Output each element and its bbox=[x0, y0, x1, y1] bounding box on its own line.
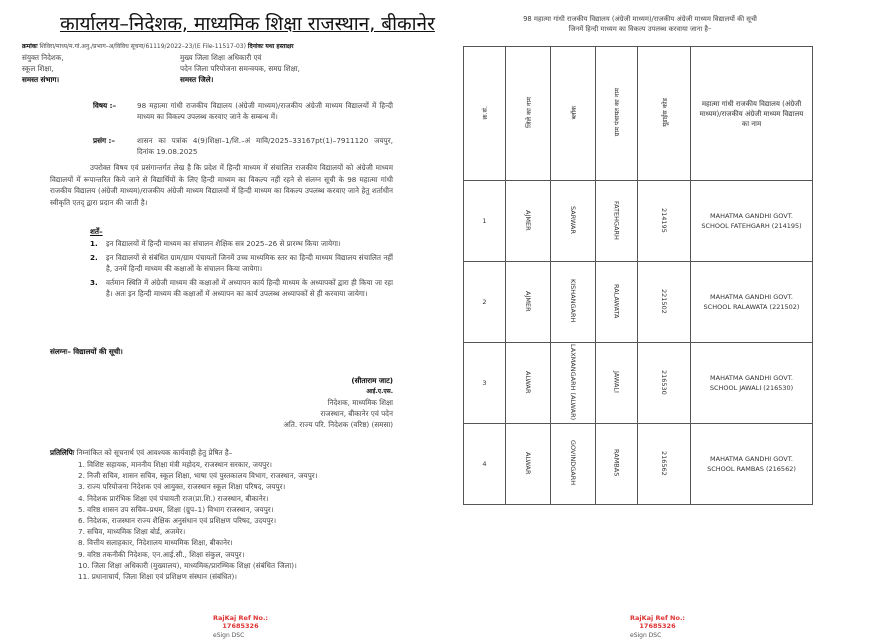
table-row bbox=[464, 262, 813, 343]
cell-udise-code: 221502 bbox=[660, 288, 668, 314]
condition-item: 3. वर्तमान स्थिति में अंग्रेजी माध्यम की कक्षाओं में अध्यापन कार्य हिन्दी माध्यम के अध्यापकों द्वारा ही किया जा रहा है। अतः इन हिन्दी माध्यम की कक्षाओं में अध्यापन का कार्य उपलब्ध अध्यापकों से ही करवाया जायेगा। bbox=[90, 278, 393, 298]
copy-item: 8. वित्तीय सलाहकार, निदेशालय माध्यमिक शिक्षा, बीकानेर। bbox=[78, 538, 233, 548]
cell-sno: 3 bbox=[464, 343, 506, 424]
reference-line: क्रमांकः शिविरा/माध्य/म.गां.अनु./प्रभाग–अ/विविध सूचना/61119/2022–23/(E File-11517-03) दिनांकः यथा हस्ताक्षर bbox=[22, 43, 294, 50]
reference-label: प्रसंग :– bbox=[93, 136, 115, 145]
cell-school-name: MAHATMA GANDHI GOVT. SCHOOL RAMBAS (216562) bbox=[691, 424, 813, 505]
cell-gram-panchayat: RALAWATA bbox=[612, 283, 621, 319]
cell-udise-code: 214195 bbox=[660, 207, 668, 233]
conditions-label: शर्तें– bbox=[90, 227, 103, 236]
cell-block: GOVINDGARH bbox=[569, 440, 577, 486]
cell-block: LAXMANGARH (ALWAR) bbox=[569, 343, 577, 421]
cell-sno: 4 bbox=[464, 424, 506, 505]
cell-district: AJMER bbox=[524, 290, 532, 312]
subject-label: विषय :– bbox=[93, 101, 117, 110]
cell-school-name: MAHATMA GANDHI GOVT. SCHOOL FATEHGARH (214195) bbox=[691, 181, 813, 262]
subject-text: 98 महात्मा गांधी राजकीय विद्यालय (अंग्रेजी माध्यम)/राजकीय अंग्रेजी माध्यम विद्यालयों में हिन्दी माध्यम का विकल्प उपलब्ध करवाए जाने के सम्बन्ध में। bbox=[137, 101, 393, 121]
table-row bbox=[464, 424, 813, 505]
copy-item: 5. वरिष्ठ शासन उप सचिव–प्रथम, शिक्षा (ग्रुप–1) विभाग राजस्थान, जयपुर। bbox=[78, 504, 274, 514]
copy-item: 9. वरिष्ठ तकनीकी निदेशक, एन.आई.सी., शिक्षा संकुल, जयपुर। bbox=[78, 549, 245, 559]
office-title: कार्यालय–निदेशक, माध्यमिक शिक्षा राजस्थान, बीकानेर bbox=[60, 13, 435, 35]
copy-item: 4. निदेशक प्रारंभिक शिक्षा एवं पंचायती राज(प्रा.शि.) राजस्थान, बीकानेर। bbox=[78, 493, 269, 503]
table-row bbox=[464, 343, 813, 424]
header-gram-panchayat: ग्राम पंचायत का नाम bbox=[613, 88, 621, 137]
copy-item: 2. निजी सचिव, शासन सचिव, स्कूल शिक्षा, भाषा एवं पुस्तकालय विभाग, राजस्थान, जयपुर। bbox=[78, 471, 318, 481]
header-block: ब्लॉक bbox=[569, 105, 578, 120]
right-footer: RajKaj Ref No.: 17685326 eSign DSC bbox=[630, 614, 686, 639]
copy-list bbox=[78, 459, 317, 582]
body-paragraph: उपरोक्त विषय एवं प्रसंगान्तर्गत लेख है कि प्रदेश में हिन्दी माध्यम में संचालित राजकीय विद्यालयों को अंग्रेजी माध्यम विद्यालयों में रूपान्तरित किये जाने से विद्यार्थियों के लिए हिन्दी माध्यम का विकल्प नहीं रहने से संलग्न सूची के 98 महात्मा गांधी राजकीय विद्यालय (अंग्रेजी माध्यम)/राजकीय अंग्रेजी माध्यम विद्यालयों में हिन्दी माध्यम का विकल्प उपलब्ध करवाए जाने हेतु शर्ताधीन स्वीकृति एतद् द्वारा प्रदान की जाती है। bbox=[50, 163, 393, 207]
conditions-list bbox=[90, 238, 393, 299]
table-header-row bbox=[464, 47, 813, 181]
cell-udise-code: 216530 bbox=[660, 369, 668, 395]
copy-item: 11. प्रधानाचार्य, जिला शिक्षा एवं प्रशिक्षण संस्थान (संबंधित)। bbox=[78, 572, 238, 582]
cell-district: ALWAR bbox=[524, 451, 532, 475]
copy-item: 1. विशिष्ट सहायक, माननीय शिक्षा मंत्री महोदय, राजस्थान सरकार, जयपुर। bbox=[78, 460, 272, 469]
copy-item: 7. सचिव, माध्यमिक शिक्षा बोर्ड, अजमेर। bbox=[78, 527, 186, 537]
cell-school-name: MAHATMA GANDHI GOVT. SCHOOL RALAWATA (221502) bbox=[691, 262, 813, 343]
addressee-right: मुख्य जिला शिक्षा अधिकारी एवं पदेन जिला परियोजना समन्वयक, समग्र शिक्षा, समस्त जिले। bbox=[180, 53, 300, 84]
cell-udise-code: 216562 bbox=[660, 450, 668, 476]
table-heading: 98 महात्मा गांधी राजकीय विद्यालय (अंग्रेजी माध्यम)/राजकीय अंग्रेजी माध्यम विद्यालयों की सूची जिनमें हिन्दी माध्यम का विकल्प उपलब्ध करवाया जाना है– bbox=[523, 15, 757, 33]
enclosure: संलग्नः– विद्यालयों की सूची। bbox=[50, 347, 123, 356]
cell-gram-panchayat: JAWALI bbox=[612, 371, 621, 393]
school-list-table bbox=[463, 46, 813, 505]
cell-district: ALWAR bbox=[524, 370, 532, 394]
header-udise-code: यूडाईस कोड bbox=[660, 98, 669, 127]
copy-intro: प्रतिलिपिः निम्नांकित को सूचनार्थ एवं आवश्यक कार्यवाही हेतु प्रेषित है– bbox=[50, 448, 233, 457]
header-school-name: महात्मा गांधी राजकीय विद्यालय (अंग्रेजी माध्यम)/राजकीय अंग्रेजी माध्यम विद्यालय का नाम bbox=[691, 47, 813, 181]
copy-item: 10. जिला शिक्षा अधिकारी (मुख्यालय), माध्यमिक/प्रारम्भिक शिक्षा (संबंधित जिला)। bbox=[78, 560, 297, 570]
cell-gram-panchayat: FATEHGARH bbox=[612, 200, 621, 240]
cell-district: AJMER bbox=[524, 209, 532, 231]
condition-item: 1. इन विद्यालयों में हिन्दी माध्यम का संचालन शैक्षिक सत्र 2025–26 से प्रारम्भ किया जायेगा। bbox=[90, 239, 341, 248]
header-sno: क्र.सं. bbox=[481, 105, 489, 120]
cell-block: SARWAR bbox=[569, 206, 577, 234]
cell-school-name: MAHATMA GANDHI GOVT. SCHOOL JAWALI (216530) bbox=[691, 343, 813, 424]
header-district: जिले का नाम bbox=[524, 97, 533, 128]
addressee-left: संयुक्त निदेशक, स्कूल शिक्षा, समस्त संभाग। bbox=[22, 53, 64, 84]
condition-item: 2. इन विद्यालयों से संबंधित ग्राम/ग्राम पंचायतों जिनमें उच्च माध्यमिक स्तर का हिन्दी माध्यम विद्यालय संचालित नहीं है, उनमें हिन्दी माध्यम की कक्षाओं के संचालन किया जायेगा। bbox=[90, 253, 393, 273]
cell-sno: 1 bbox=[464, 181, 506, 262]
signatory-block: (सीताराम जाट) आई.ए.एस. निदेशक, माध्यमिक शिक्षा राजस्थान, बीकानेर एवं पदेन अति. राज्य परि. निदेशक (वरिष्ठ) (समसा) bbox=[283, 376, 393, 429]
table-row bbox=[464, 181, 813, 262]
reference-text: शासन का पत्रांक 4(9)शिक्षा–1/शि.–अं मावि/2025–33167pt(1)–7911120 जयपुर, दिनांक 19.08.2025 bbox=[137, 136, 393, 156]
copy-item: 6. निदेशक, राजस्थान राज्य शैक्षिक अनुसंधान एवं प्रशिक्षण परिषद, उदयपुर। bbox=[78, 516, 277, 526]
cell-block: KISHANGARH bbox=[569, 279, 577, 323]
left-footer: RajKaj Ref No.: 17685326 eSign DSC bbox=[213, 614, 269, 639]
cell-sno: 2 bbox=[464, 262, 506, 343]
cell-gram-panchayat: RAMBAS bbox=[612, 449, 621, 477]
copy-item: 3. राज्य परियोजना निदेशक एवं आयुक्त, राजस्थान स्कूल शिक्षा परिषद, जयपुर। bbox=[78, 482, 286, 492]
